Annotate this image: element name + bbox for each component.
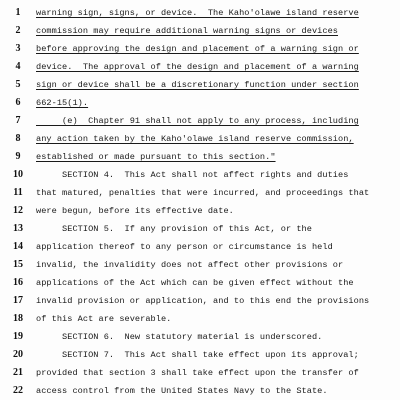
line-text: (e) Chapter 91 shall not apply to any process, including [36,116,359,126]
line-text: any action taken by the Kaho'olawe island reserve commission, [36,134,354,144]
line-number: 5 [15,79,21,90]
line-text: SECTION 7. This Act shall take effect upon its approval; [36,350,359,360]
document-line [0,60,400,76]
line-number: 7 [15,115,21,126]
document-line [0,384,400,400]
document-line [0,78,400,94]
line-text: sign or device shall be a discretionary function under section [36,80,359,90]
document-line [0,312,400,328]
line-text: application thereof to any person or circumstance is held [36,242,333,252]
line-number: 17 [13,295,23,306]
line-text: invalid provision or application, and to this end the provisions [36,296,370,306]
line-number: 15 [13,259,23,270]
line-text: provided that section 3 shall take effect upon the transfer of [36,368,359,378]
line-text: warning sign, signs, or device. The Kaho'olawe island reserve [36,8,359,18]
line-text: device. The approval of the design and placement of a warning [36,62,359,72]
line-text: established or made pursuant to this section." [36,152,276,162]
line-text: that matured, penalties that were incurred, and proceedings that [36,188,370,198]
line-text: invalid, the invalidity does not affect other provisions or [36,260,344,270]
line-text: were begun, before its effective date. [36,206,234,216]
document-line [0,294,400,310]
line-text: of this Act are severable. [36,314,172,324]
document-line [0,240,400,256]
line-number: 13 [13,223,23,234]
document-line [0,150,400,166]
line-number: 18 [13,313,23,324]
document-line [0,96,400,112]
line-text: before approving the design and placement of a warning sign or [36,44,359,54]
line-text: access control from the United States Navy to the State. [36,386,328,396]
document-line [0,168,400,184]
line-number: 21 [13,367,23,378]
line-text: SECTION 6. New statutory material is underscored. [36,332,323,342]
document-line [0,6,400,22]
line-text: SECTION 4. This Act shall not affect rights and duties [36,170,349,180]
line-text: applications of the Act which can be given effect without the [36,278,354,288]
document-line [0,204,400,220]
line-number: 4 [15,61,21,72]
line-number: 11 [13,187,23,198]
line-text: 662-15(1). [36,98,89,108]
document-line [0,222,400,238]
document-line [0,24,400,40]
line-number: 14 [13,241,23,252]
document-line [0,366,400,382]
document-line [0,114,400,130]
document-line [0,258,400,274]
document-line [0,276,400,292]
line-number: 10 [13,169,23,180]
line-number: 3 [15,43,21,54]
document-line [0,42,400,58]
document-line [0,132,400,148]
line-number: 16 [13,277,23,288]
line-number: 12 [13,205,23,216]
line-number: 19 [13,331,23,342]
line-number: 2 [15,25,21,36]
document-line [0,348,400,364]
line-number: 8 [15,133,21,144]
line-number: 6 [15,97,21,108]
line-number: 22 [13,385,23,396]
document-line [0,330,400,346]
line-text: commission may require additional warning signs or devices [36,26,339,36]
line-text: SECTION 5. If any provision of this Act, or the [36,224,312,234]
line-number: 9 [15,151,21,162]
document-line [0,186,400,202]
line-number: 1 [15,7,21,18]
line-number: 20 [13,349,23,360]
